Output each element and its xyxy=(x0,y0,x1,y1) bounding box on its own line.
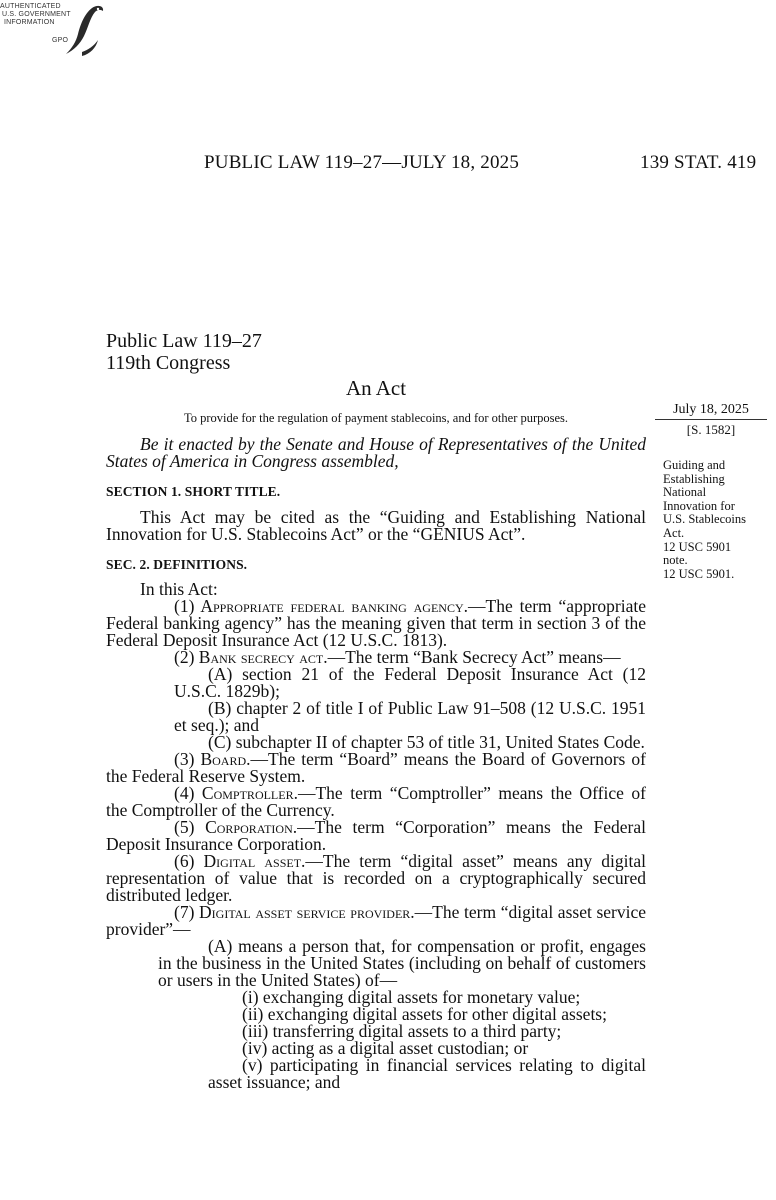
act-heading: An Act xyxy=(345,376,407,400)
definition-term: (3) Board. xyxy=(174,749,251,769)
enacting-clause: Be it enacted by the Senate and House of Representatives of the United States of America in Congress assembled, xyxy=(106,434,646,471)
margin-note: 12 USC 5901 xyxy=(663,539,732,554)
definition-7-a-iv: (iv) acting as a digital asset custodian; or xyxy=(242,1038,529,1058)
definition-7-a: (A) means a person that, for compensation or profit, engages in the business in the United States (including on behalf of customers or users in the United States) of— xyxy=(158,936,646,990)
definition-term: (7) Digital asset service provider. xyxy=(174,902,415,922)
congress: 119th Congress xyxy=(106,352,231,374)
definition-6: (6) Digital asset.—The term “digital asset” means any digital representation of value that is recorded on a cryptographically secured distributed ledger. xyxy=(106,851,646,905)
definition-7-a-ii: (ii) exchanging digital assets for other digital assets; xyxy=(242,1004,607,1024)
seal-line-1: AUTHENTICATED xyxy=(0,3,61,10)
definition-1: (1) Appropriate federal banking agency.—The term “appropriate Federal banking agency” has the meaning given that term in section 3 of the Federal Deposit Insurance Act (12 U.S.C. 1813). xyxy=(106,596,646,650)
seal-line-3: INFORMATION xyxy=(4,19,55,26)
section-1-heading: SECTION 1. SHORT TITLE. xyxy=(106,484,281,499)
definition-2-a: (A) section 21 of the Federal Deposit Insurance Act (12 U.S.C. 1829b); xyxy=(174,664,646,701)
definition-2-c: (C) subchapter II of chapter 53 of title 31, United States Code. xyxy=(208,732,645,752)
margin-note: Innovation for xyxy=(663,498,735,513)
seal-line-2: U.S. GOVERNMENT xyxy=(2,11,71,18)
definition-7-a-iii: (iii) transferring digital assets to a third party; xyxy=(242,1021,562,1041)
definition-3: (3) Board.—The term “Board” means the Board of Governors of the Federal Reserve System. xyxy=(106,749,646,786)
definition-term: (2) Bank secrecy act. xyxy=(174,647,328,667)
margin-note: Act. xyxy=(663,525,685,540)
definition-term: (5) Corporation. xyxy=(174,817,298,837)
eagle-icon xyxy=(62,2,106,58)
act-purpose: To provide for the regulation of payment stablecoins, and for other purposes. xyxy=(183,411,569,425)
definition-term: (1) Appropriate federal banking agency. xyxy=(174,596,468,616)
definition-7: (7) Digital asset service provider.—The term “digital asset service provider”— xyxy=(106,902,646,939)
law-number: Public Law 119–27 xyxy=(106,330,262,352)
definition-7-a-v: (v) participating in financial services relating to digital asset issuance; and xyxy=(208,1055,646,1092)
margin-note: Establishing xyxy=(663,471,725,486)
gpo-seal xyxy=(0,0,108,60)
definition-5: (5) Corporation.—The term “Corporation” means the Federal Deposit Insurance Corporation. xyxy=(106,817,646,854)
definition-term: (4) Comptroller. xyxy=(174,783,298,803)
definition-7-a-i: (i) exchanging digital assets for monetary value; xyxy=(242,987,581,1007)
margin-bill-number: [S. 1582] xyxy=(686,422,736,437)
definition-2-b: (B) chapter 2 of title I of Public Law 91–508 (12 U.S.C. 1951 et seq.); and xyxy=(174,698,646,735)
definition-term: (6) Digital asset. xyxy=(174,851,306,871)
margin-note: Guiding and xyxy=(663,458,726,472)
section-2-heading: SEC. 2. DEFINITIONS. xyxy=(106,557,248,572)
seal-line-4: GPO xyxy=(52,37,69,44)
section-1-text: This Act may be cited as the “Guiding and Establishing National Innovation for U.S. Stablecoins Act” or the “GENIUS Act”. xyxy=(106,507,646,544)
definition-4: (4) Comptroller.—The term “Comptroller” means the Office of the Comptroller of the Currency. xyxy=(106,783,646,820)
section-2-intro: In this Act: xyxy=(140,579,218,599)
margin-divider xyxy=(655,419,767,420)
statute-page: 139 STAT. 419 xyxy=(640,152,757,173)
margin-note: 12 USC 5901. xyxy=(663,566,735,581)
body-text xyxy=(106,436,646,1091)
margin-notes xyxy=(663,459,773,581)
running-header: PUBLIC LAW 119–27—JULY 18, 2025 xyxy=(204,152,520,173)
margin-note: note. xyxy=(663,553,688,568)
definition-2: (2) Bank secrecy act.—The term “Bank Secrecy Act” means— xyxy=(174,647,621,667)
margin-date: July 18, 2025 xyxy=(673,402,749,417)
margin-note: U.S. Stablecoins xyxy=(663,512,746,527)
margin-note: National xyxy=(663,485,707,500)
